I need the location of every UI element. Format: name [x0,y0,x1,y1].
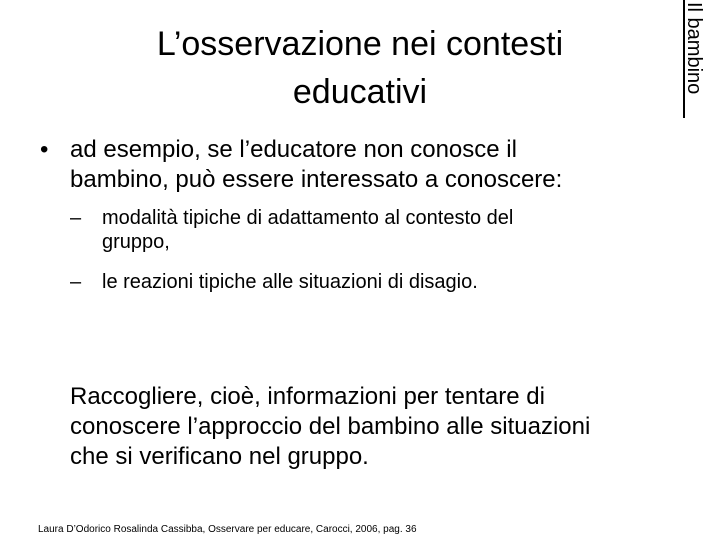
sub-bullet-marker: – [70,271,82,293]
bullet-text: ad esempio, se l’educatore non conosce il bambino, può essere interessato a conoscere: [70,136,563,193]
bullet-item [40,135,640,195]
sub-bullet-item [70,270,630,294]
bullet-marker: • [40,136,49,163]
side-label: Il bambino [683,2,705,95]
slide-title: L’osservazione nei contesti educativi [156,25,564,111]
summary-paragraph: Raccogliere, cioè, informazioni per tentare di conoscere l’approccio del bambino alle situazioni che si verificano nel gruppo. [70,383,591,470]
sub-bullet-text: modalità tipiche di adattamento al contesto del gruppo, [102,207,514,253]
sub-bullet-text: le reazioni tipiche alle situazioni di disagio. [102,271,478,293]
citation-footer: Laura D’Odorico Rosalinda Cassibba, Osservare per educare, Carocci, 2006, pag. 36 [38,524,417,535]
sub-bullet-item [70,206,630,254]
sub-bullet-marker: – [70,207,82,229]
